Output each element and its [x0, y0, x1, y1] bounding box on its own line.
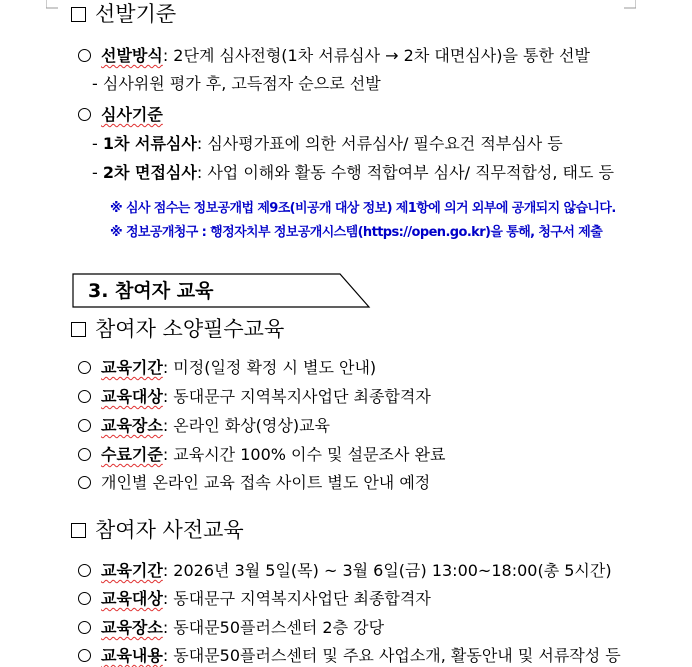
- pre-item: 교육대상: 동대문구 지역복지사업단 최종합격자: [78, 588, 431, 610]
- circle-bullet-icon: [78, 476, 91, 489]
- second-review-text: : 사업 이해와 활동 수행 적합여부 심사/ 직무적합성, 태도 등: [196, 163, 614, 182]
- criteria-line: [78, 104, 163, 126]
- required-item: 교육장소: 온라인 화상(영상)교육: [78, 415, 330, 437]
- corner-mark-right: [624, 0, 636, 12]
- pre-item: 교육기간: 2026년 3월 5일(목) ~ 3월 6일(금) 13:00~18:00(총 5시간): [78, 560, 612, 582]
- required-item: 교육대상: 동대문구 지역복지사업단 최종합격자: [78, 386, 431, 408]
- circle-bullet-icon: [78, 419, 91, 432]
- first-review-text: : 심사평가표에 의한 서류심사/ 필수요건 적부심사 등: [196, 134, 563, 153]
- second-review-label: 2차 면접심사: [102, 163, 197, 182]
- first-review-label: 1차 서류심사: [102, 134, 197, 153]
- required-item: 교육기간: 미정(일정 확정 시 별도 안내): [78, 357, 376, 379]
- pre-item: 교육장소: 동대문50플러스센터 2층 강당: [78, 617, 384, 639]
- circle-bullet-icon: [78, 621, 91, 634]
- note-request: ※ 정보공개청구 : 행정자치부 정보공개시스템(https://open.go.kr)을 통해, 청구서 제출: [110, 225, 603, 240]
- criteria-label: 심사기준: [101, 105, 163, 124]
- checkbox-square-icon: [71, 523, 86, 538]
- selection-heading: 선발기준: [71, 0, 176, 28]
- first-review-line: - 1차 서류심사: 심사평가표에 의한 서류심사/ 필수요건 적부심사 등: [92, 134, 563, 153]
- circle-bullet-icon: [78, 390, 91, 403]
- corner-mark-left: [46, 0, 58, 12]
- pre-item: 교육내용: 동대문50플러스센터 및 주요 사업소개, 활동안내 및 서류작성 등: [78, 645, 621, 667]
- required-education-heading: 참여자 소양필수교육: [71, 315, 284, 343]
- circle-bullet-icon: [78, 49, 91, 62]
- method-label: 선발방식: [101, 46, 163, 65]
- method-text: : 2단계 심사전형(1차 서류심사 → 2차 대면심사)을 통한 선발: [162, 46, 590, 65]
- circle-bullet-icon: [78, 592, 91, 605]
- note-disclosure: ※ 심사 점수는 정보공개법 제9조(비공개 대상 정보) 제1항에 의거 외부에 공개되지 않습니다.: [110, 201, 616, 216]
- circle-bullet-icon: [78, 649, 91, 662]
- section-3-title: 3. 참여자 교육: [88, 280, 214, 302]
- section-3-title-tab: [72, 273, 372, 309]
- checkbox-square-icon: [71, 7, 86, 22]
- method-line: [78, 45, 590, 67]
- checkbox-square-icon: [71, 322, 86, 337]
- pre-education-heading: 참여자 사전교육: [71, 516, 244, 544]
- required-item: 수료기준: 교육시간 100% 이수 및 설문조사 완료: [78, 444, 445, 466]
- second-review-line: - 2차 면접심사: 사업 이해와 활동 수행 적합여부 심사/ 직무적합성, 태도 등: [92, 163, 614, 182]
- circle-bullet-icon: [78, 108, 91, 121]
- required-item: 개인별 온라인 교육 접속 사이트 별도 안내 예정: [78, 472, 430, 494]
- circle-bullet-icon: [78, 448, 91, 461]
- circle-bullet-icon: [78, 564, 91, 577]
- method-sub-line: - 심사위원 평가 후, 고득점자 순으로 선발: [92, 74, 381, 93]
- circle-bullet-icon: [78, 361, 91, 374]
